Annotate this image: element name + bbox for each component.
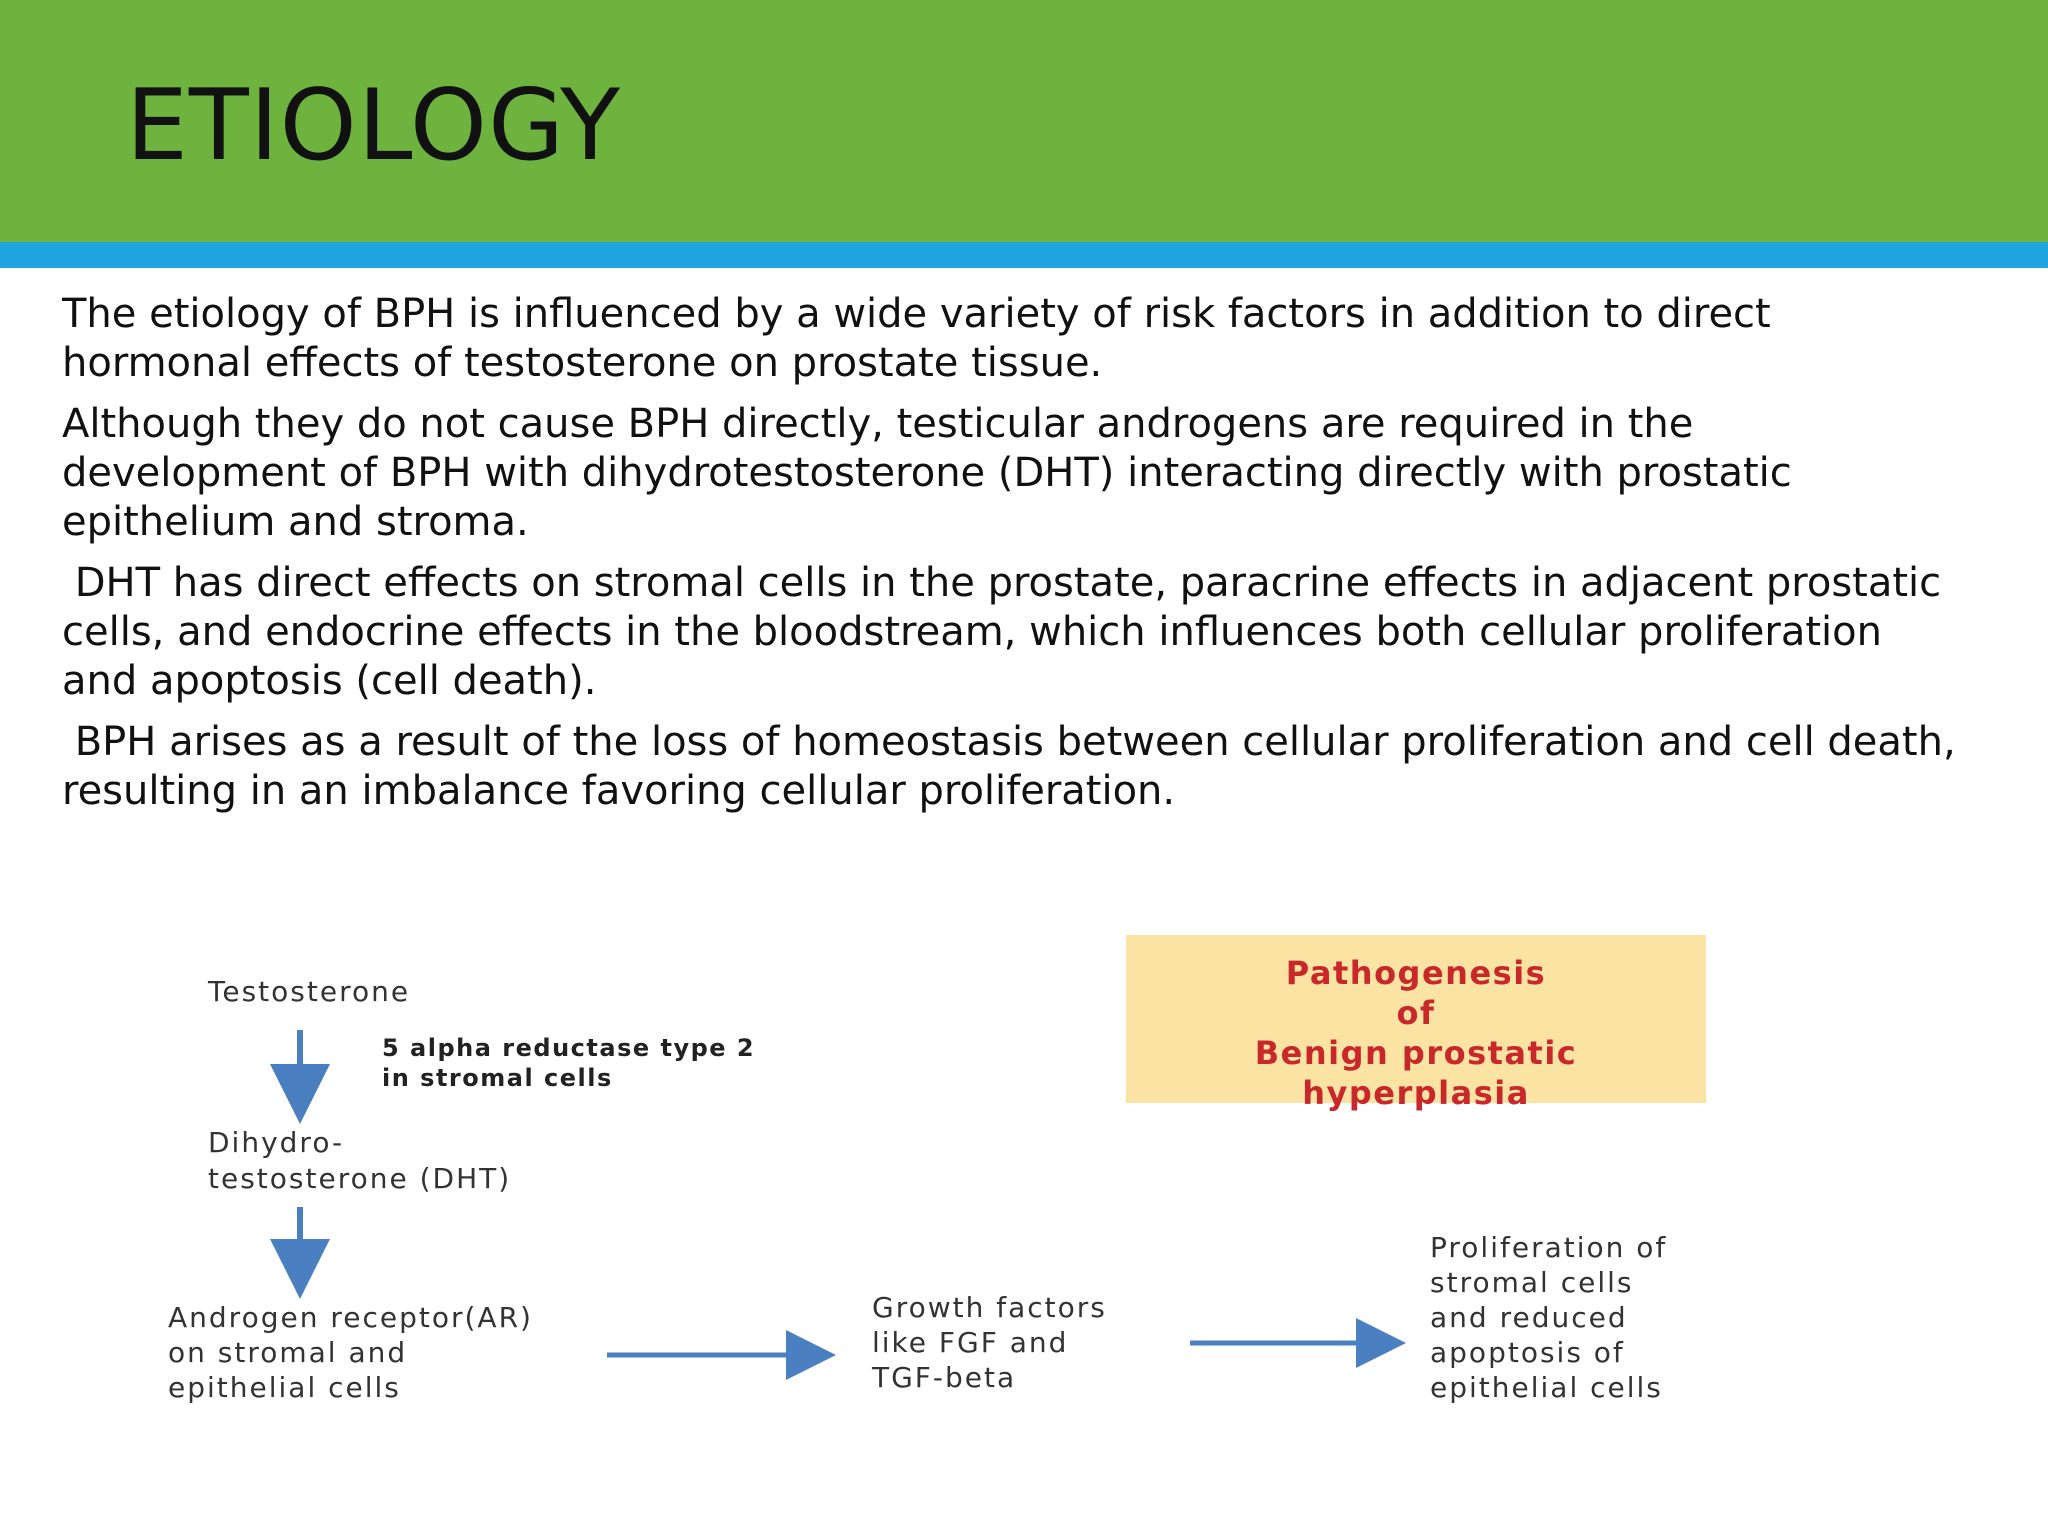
dht-label: Dihydro- testosterone (DHT) (208, 1126, 512, 1195)
paragraph-3: DHT has direct effects on stromal cells in the prostate, paracrine effects in adjacent prostatic cells, and endocrine effects in the bloodstream, which influences both cellular proliferation and apoptosis (cell death). (62, 560, 1954, 704)
accent-stripe (0, 242, 2048, 268)
paragraph-1: The etiology of BPH is influenced by a wide variety of risk factors in addition to direct hormonal effects of testosterone on prostate tissue. (62, 291, 1784, 386)
proliferation-label: Proliferation of stromal cells and reduced apoptosis of epithelial cells (1430, 1231, 1668, 1404)
paragraph-4: BPH arises as a result of the loss of homeostasis between cellular proliferation and cell death, resulting in an imbalance favoring cellular proliferation. (62, 719, 1969, 814)
pathogenesis-diagram (150, 915, 1710, 1435)
diagram-title: Pathogenesis of Benign prostatic hyperplasia (1254, 954, 1578, 1112)
testosterone-label: Testosterone (208, 975, 411, 1008)
flow-arrows (150, 915, 1710, 1435)
growth-factors-label: Growth factors like FGF and TGF-beta (872, 1291, 1107, 1394)
enzyme-label: 5 alpha reductase type 2 in stromal cells (382, 1034, 756, 1092)
body-text (62, 290, 1969, 828)
slide-title: ETIOLOGY (126, 69, 621, 183)
androgen-receptor-label: Androgen receptor(AR) on stromal and epithelial cells (168, 1301, 533, 1404)
paragraph-2: Although they do not cause BPH directly, testicular androgens are required in the development of BPH with dihydrotestosterone (DHT) interacting directly with prostatic epithelium and stroma. (62, 401, 1805, 545)
